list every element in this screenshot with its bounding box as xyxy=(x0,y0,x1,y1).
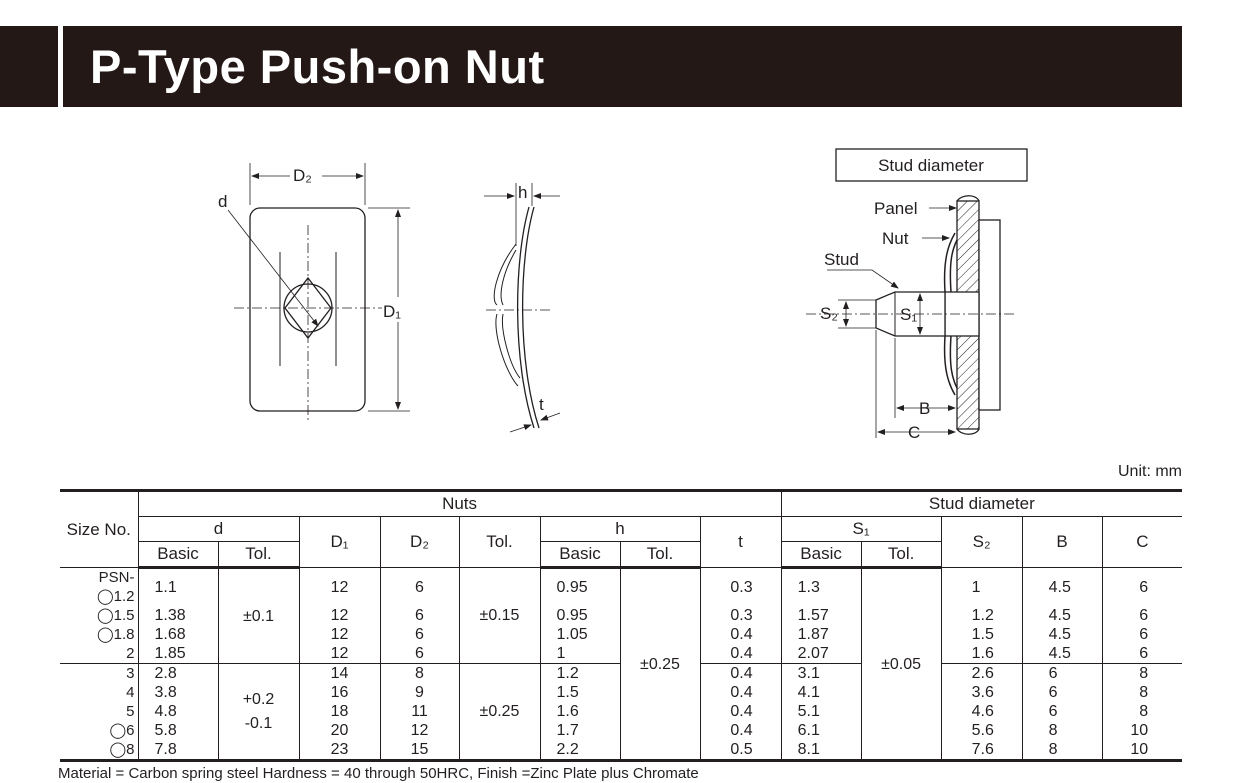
cell-S1: 1.87 xyxy=(781,625,861,644)
header-stud: Stud diameter xyxy=(781,491,1182,517)
label-stud-diameter: Stud diameter xyxy=(878,156,984,175)
table-row xyxy=(60,568,1182,607)
cell-D1: 12 xyxy=(299,568,380,607)
cell-S2: 1 xyxy=(941,568,1022,607)
cell-D-tol: ±0.15 xyxy=(459,568,540,664)
header-D-tol: Tol. xyxy=(459,517,540,568)
cell-C: 8 xyxy=(1102,702,1182,721)
header-B: B xyxy=(1022,517,1102,568)
cell-h: 0.95 xyxy=(540,606,620,625)
header-d: d xyxy=(138,517,299,542)
cell-d: 1.68 xyxy=(138,625,218,644)
cell-size: 3 xyxy=(60,664,138,684)
cell-C: 6 xyxy=(1102,644,1182,664)
cell-h: 1 xyxy=(540,644,620,664)
cell-D2: 8 xyxy=(380,664,459,684)
header-S1-tol: Tol. xyxy=(861,542,941,568)
front-view xyxy=(228,163,410,420)
cell-t: 0.4 xyxy=(700,664,781,684)
header-h-tol: Tol. xyxy=(620,542,700,568)
cell-C: 8 xyxy=(1102,683,1182,702)
cell-S1-tol: ±0.05 xyxy=(861,568,941,761)
cell-S1: 1.3 xyxy=(781,568,861,607)
cell-d-tol: ±0.1 xyxy=(218,568,299,664)
label-nut: Nut xyxy=(882,229,909,248)
cell-h: 0.95 xyxy=(540,568,620,607)
label-S1: S₁ xyxy=(900,305,918,324)
cell-size: ◯1.8 xyxy=(60,625,138,644)
cell-t: 0.3 xyxy=(700,606,781,625)
cell-S1: 4.1 xyxy=(781,683,861,702)
cell-S2: 3.6 xyxy=(941,683,1022,702)
cell-S2: 4.6 xyxy=(941,702,1022,721)
header-nuts: Nuts xyxy=(138,491,781,517)
cell-S2: 1.6 xyxy=(941,644,1022,664)
cell-t: 0.4 xyxy=(700,625,781,644)
nut-outline xyxy=(250,208,365,411)
cell-B: 4.5 xyxy=(1022,606,1102,625)
cell-D2: 9 xyxy=(380,683,459,702)
label-t: t xyxy=(539,395,544,414)
cell-h: 1.6 xyxy=(540,702,620,721)
header-row-1 xyxy=(60,491,1182,517)
cell-S1: 8.1 xyxy=(781,740,861,761)
cell-D2: 11 xyxy=(380,702,459,721)
label-D1: D₁ xyxy=(383,302,402,321)
label-h: h xyxy=(518,183,528,202)
cell-C: 6 xyxy=(1102,568,1182,607)
header-D2: D₂ xyxy=(380,517,459,568)
cell-S2: 2.6 xyxy=(941,664,1022,684)
header-t: t xyxy=(700,517,781,568)
cell-size: 4 xyxy=(60,683,138,702)
cell-d: 7.8 xyxy=(138,740,218,761)
cell-D1: 18 xyxy=(299,702,380,721)
cell-D1: 12 xyxy=(299,644,380,664)
unit-label: Unit: mm xyxy=(1118,463,1182,480)
label-B: B xyxy=(919,399,931,418)
cell-t: 0.5 xyxy=(700,740,781,761)
cell-D2: 6 xyxy=(380,568,459,607)
label-S2: S₂ xyxy=(820,304,838,323)
label-D2: D₂ xyxy=(293,166,312,185)
label-stud: Stud xyxy=(824,250,859,269)
cell-C: 6 xyxy=(1102,625,1182,644)
cell-S1: 2.07 xyxy=(781,644,861,664)
cell-B: 4.5 xyxy=(1022,625,1102,644)
cell-S1: 5.1 xyxy=(781,702,861,721)
cell-D2: 6 xyxy=(380,644,459,664)
d-tol-minus: -0.1 xyxy=(244,714,273,732)
d-tol-plus: +0.2 xyxy=(242,690,275,708)
header-S2: S₂ xyxy=(941,517,1022,568)
cell-t: 0.4 xyxy=(700,721,781,740)
cell-size: 2 xyxy=(60,644,138,664)
page-title: P-Type Push-on Nut xyxy=(90,40,545,93)
cell-h: 2.2 xyxy=(540,740,620,761)
cell-B: 6 xyxy=(1022,664,1102,684)
header-row-2 xyxy=(60,517,1182,542)
cell-D1: 16 xyxy=(299,683,380,702)
cell-h-tol: ±0.25 xyxy=(620,568,700,761)
cell-h: 1.05 xyxy=(540,625,620,644)
header-size: Size No. xyxy=(60,491,138,568)
cell-d: 1.38 xyxy=(138,606,218,625)
header-C: C xyxy=(1102,517,1182,568)
header-D1: D₁ xyxy=(299,517,380,568)
header-h-basic: Basic xyxy=(540,542,620,568)
cell-S1: 1.57 xyxy=(781,606,861,625)
cell-size: PSN- ◯1.2 xyxy=(60,568,138,607)
cell-size: ◯6 xyxy=(60,721,138,740)
cell-B: 4.5 xyxy=(1022,644,1102,664)
label-panel: Panel xyxy=(874,199,918,218)
cell-C: 8 xyxy=(1102,664,1182,684)
cell-size: ◯8 xyxy=(60,740,138,761)
cell-D2: 6 xyxy=(380,606,459,625)
cell-S1: 3.1 xyxy=(781,664,861,684)
stud-head xyxy=(979,220,1000,410)
side-profile-left xyxy=(518,207,534,428)
cell-d: 2.8 xyxy=(138,664,218,684)
spec-table xyxy=(60,489,1182,762)
cell-B: 8 xyxy=(1022,721,1102,740)
cell-D1: 23 xyxy=(299,740,380,761)
cell-size: ◯1.5 xyxy=(60,606,138,625)
cell-C: 10 xyxy=(1102,721,1182,740)
header-d-basic: Basic xyxy=(138,542,218,568)
header-h: h xyxy=(540,517,700,542)
cell-B: 6 xyxy=(1022,702,1102,721)
cell-t: 0.4 xyxy=(700,644,781,664)
cell-B: 6 xyxy=(1022,683,1102,702)
cell-h: 1.2 xyxy=(540,664,620,684)
header-S1: S₁ xyxy=(781,517,941,542)
cell-d: 5.8 xyxy=(138,721,218,740)
cell-B: 8 xyxy=(1022,740,1102,761)
cell-B: 4.5 xyxy=(1022,568,1102,607)
cell-d: 1.1 xyxy=(138,568,218,607)
cell-D2: 6 xyxy=(380,625,459,644)
cell-d: 3.8 xyxy=(138,683,218,702)
cell-d-tol-b xyxy=(218,664,299,761)
cell-S2: 1.5 xyxy=(941,625,1022,644)
cell-d: 4.8 xyxy=(138,702,218,721)
cell-h: 1.7 xyxy=(540,721,620,740)
cell-t: 0.3 xyxy=(700,568,781,607)
cell-D1: 12 xyxy=(299,625,380,644)
stud-assembly xyxy=(806,149,1027,438)
label-C: C xyxy=(908,423,921,442)
cell-S2: 1.2 xyxy=(941,606,1022,625)
cell-h: 1.5 xyxy=(540,683,620,702)
cell-D2: 12 xyxy=(380,721,459,740)
cell-d: 1.85 xyxy=(138,644,218,664)
cell-D1: 12 xyxy=(299,606,380,625)
cell-size: 5 xyxy=(60,702,138,721)
cell-D1: 20 xyxy=(299,721,380,740)
cell-D-tol: ±0.25 xyxy=(459,664,540,761)
cell-D2: 15 xyxy=(380,740,459,761)
material-footnote: Material = Carbon spring steel Hardness = 40 through 50HRC, Finish =Zinc Plate plus Chromate xyxy=(58,765,699,782)
cell-S2: 5.6 xyxy=(941,721,1022,740)
cell-S2: 7.6 xyxy=(941,740,1022,761)
cell-S1: 6.1 xyxy=(781,721,861,740)
cell-C: 10 xyxy=(1102,740,1182,761)
side-view xyxy=(484,183,560,432)
header-d-tol: Tol. xyxy=(218,542,299,568)
cell-t: 0.4 xyxy=(700,702,781,721)
cell-D1: 14 xyxy=(299,664,380,684)
header-S1-basic: Basic xyxy=(781,542,861,568)
cell-t: 0.4 xyxy=(700,683,781,702)
cell-C: 6 xyxy=(1102,606,1182,625)
label-d: d xyxy=(218,192,228,211)
